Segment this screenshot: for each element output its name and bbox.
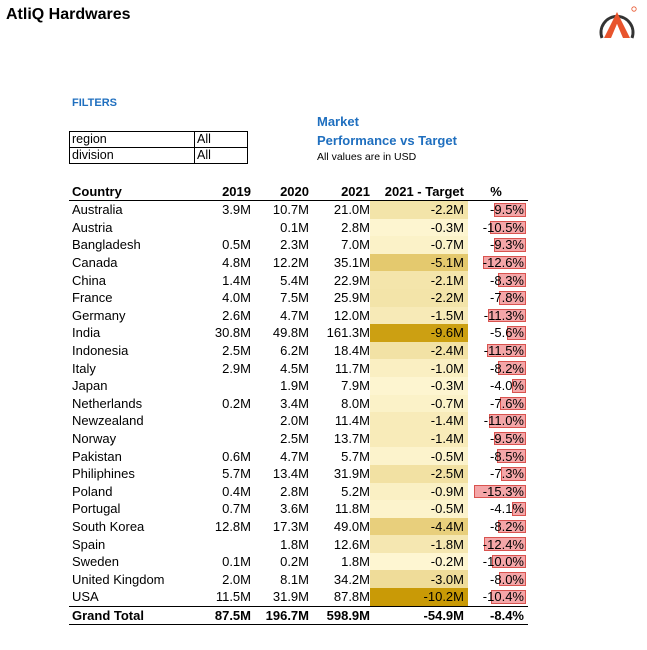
target-diff-cell: -2.5M — [370, 465, 468, 483]
value-2020-cell: 8.1M — [280, 571, 309, 587]
table-row — [69, 412, 528, 430]
value-2019-cell: 11.5M — [215, 589, 251, 605]
value-2021-cell: 13.7M — [333, 431, 370, 447]
col-header-target-diff[interactable]: 2021 - Target — [370, 184, 468, 201]
table-row — [69, 430, 528, 448]
target-diff-cell: -2.1M — [370, 271, 468, 289]
atliq-logo-icon — [594, 4, 640, 42]
value-2021-cell: 5.2M — [341, 483, 370, 499]
target-diff-cell: -0.9M — [370, 483, 468, 501]
value-2020-cell: 31.9M — [272, 589, 309, 605]
value-2021-cell: 25.9M — [333, 290, 370, 306]
country-cell: Pakistan — [72, 448, 122, 464]
value-2019-cell: 3.9M — [222, 202, 251, 218]
pct-cell — [468, 271, 528, 289]
value-2020-cell: 0.2M — [280, 554, 309, 570]
value-2021-cell: 5.7M — [341, 448, 370, 464]
target-diff-cell: -9.6M — [370, 324, 468, 342]
country-cell: USA — [72, 589, 99, 605]
value-2019-cell: 4.8M — [222, 255, 251, 271]
pct-cell — [468, 254, 528, 272]
filter-key: division — [70, 148, 195, 164]
col-header-pct[interactable]: % — [468, 184, 528, 201]
country-cell: Sweden — [72, 554, 119, 570]
value-2020-cell: 2.8M — [280, 483, 309, 499]
value-2021-cell: 12.6M — [333, 536, 370, 552]
target-diff-cell: -1.4M — [370, 430, 468, 448]
pct-cell — [468, 500, 528, 518]
target-diff-cell: -0.5M — [370, 447, 468, 465]
table-row — [69, 570, 528, 588]
total-target-diff: -54.9M — [370, 606, 468, 625]
value-2019-cell: 0.5M — [222, 237, 251, 253]
col-header-2019[interactable]: 2019 — [196, 184, 251, 201]
value-2020-cell: 7.5M — [280, 290, 309, 306]
pct-value: -4.1% — [490, 501, 524, 517]
table-row — [69, 483, 528, 501]
pct-cell — [468, 395, 528, 413]
value-2020-cell: 6.2M — [280, 343, 309, 359]
country-cell: Bangladesh — [72, 237, 141, 253]
value-2019-cell: 5.7M — [222, 466, 251, 482]
pct-value: -8.2% — [490, 518, 524, 534]
value-2020-cell: 12.2M — [272, 255, 309, 271]
report-heading-market: Market — [317, 114, 359, 129]
value-2021-cell: 12.0M — [333, 307, 370, 323]
filter-key: region — [70, 132, 195, 148]
value-2019-cell: 0.6M — [222, 448, 251, 464]
value-2021-cell: 1.8M — [341, 554, 370, 570]
value-2020-cell: 0.1M — [280, 219, 309, 235]
value-2021-cell: 7.0M — [341, 237, 370, 253]
value-2019-cell: 0.1M — [222, 554, 251, 570]
country-cell: South Korea — [72, 518, 145, 534]
pct-cell — [468, 465, 528, 483]
target-diff-cell: -1.0M — [370, 359, 468, 377]
pct-cell — [468, 307, 528, 325]
pct-cell — [468, 236, 528, 254]
country-cell: Japan — [72, 378, 108, 394]
filters-label: FILTERS — [72, 97, 118, 109]
country-cell: India — [72, 325, 101, 341]
value-2019-cell: 2.0M — [222, 571, 251, 587]
value-2019-cell: 0.4M — [222, 483, 251, 499]
target-diff-cell: -1.5M — [370, 307, 468, 325]
pct-cell — [468, 342, 528, 360]
grand-total-row — [69, 606, 528, 625]
value-2019-cell: 2.6M — [222, 307, 251, 323]
value-2020-cell: 4.7M — [280, 307, 309, 323]
country-cell: Italy — [72, 360, 96, 376]
pct-cell — [468, 412, 528, 430]
table-row — [69, 447, 528, 465]
country-cell: Spain — [72, 536, 106, 552]
value-2019-cell: 0.2M — [222, 395, 251, 411]
value-2021-cell: 35.1M — [333, 255, 370, 271]
value-2020-cell: 2.0M — [280, 413, 309, 429]
pct-cell — [468, 289, 528, 307]
target-diff-cell: -0.7M — [370, 236, 468, 254]
value-2021-cell: 87.8M — [333, 589, 370, 605]
pct-cell — [468, 430, 528, 448]
table-row — [69, 518, 528, 536]
table-row — [69, 289, 528, 307]
col-header-2020[interactable]: 2020 — [251, 184, 309, 201]
country-cell: Netherlands — [72, 395, 143, 411]
pct-value: -7.8% — [490, 290, 524, 306]
country-cell: Portugal — [72, 501, 121, 517]
value-2020-cell: 17.3M — [272, 518, 309, 534]
pct-value: -15.3% — [482, 483, 524, 499]
value-2019-cell: 2.9M — [222, 360, 251, 376]
table-row — [69, 342, 528, 360]
value-2021-cell: 11.7M — [334, 360, 370, 376]
value-2021-cell: 31.9M — [333, 466, 370, 482]
country-cell: Indonesia — [72, 343, 129, 359]
table-row — [69, 254, 528, 272]
country-cell: Germany — [72, 307, 126, 323]
value-2020-cell: 4.7M — [280, 448, 309, 464]
pct-cell — [468, 518, 528, 536]
total-2021: 598.9M — [309, 606, 370, 625]
pct-cell — [468, 535, 528, 553]
target-diff-cell: -0.2M — [370, 553, 468, 571]
country-cell: Newzealand — [72, 413, 144, 429]
pct-value: -10.5% — [482, 219, 524, 235]
value-2020-cell: 3.4M — [280, 395, 309, 411]
table-row — [69, 359, 528, 377]
pct-value: -8.0% — [490, 571, 524, 587]
pct-cell — [468, 483, 528, 501]
performance-table — [69, 184, 528, 625]
value-2019-cell: 30.8M — [214, 325, 251, 341]
pct-value: -7.3% — [490, 466, 524, 482]
value-2020-cell: 3.6M — [280, 501, 309, 517]
value-2021-cell: 22.9M — [333, 272, 370, 288]
filters-table — [69, 131, 248, 164]
report-note: All values are in USD — [317, 151, 417, 163]
value-2019-cell — [196, 430, 251, 448]
target-diff-cell: -1.4M — [370, 412, 468, 430]
table-row — [69, 500, 528, 518]
pct-value: -12.6% — [482, 255, 524, 271]
filter-row-region[interactable] — [70, 132, 248, 148]
value-2019-cell: 0.7M — [222, 501, 251, 517]
table-row — [69, 588, 528, 606]
table-row — [69, 236, 528, 254]
pct-value: -7.6% — [490, 395, 524, 411]
value-2021-cell: 161.3M — [326, 325, 370, 341]
country-cell: United Kingdom — [72, 571, 165, 587]
value-2020-cell: 2.5M — [280, 431, 309, 447]
value-2021-cell: 49.0M — [333, 518, 370, 534]
value-2019-cell: 4.0M — [222, 290, 251, 306]
pct-value: -4.0% — [490, 378, 524, 394]
table-row — [69, 465, 528, 483]
table-row — [69, 219, 528, 237]
pct-cell — [468, 377, 528, 395]
value-2021-cell: 8.0M — [341, 395, 370, 411]
pct-cell — [468, 570, 528, 588]
target-diff-cell: -5.1M — [370, 254, 468, 272]
filter-row-division[interactable] — [70, 148, 248, 164]
target-diff-cell: -0.3M — [370, 377, 468, 395]
country-cell: Poland — [72, 483, 113, 499]
pct-value: -9.5% — [490, 202, 524, 218]
value-2020-cell: 4.5M — [280, 360, 309, 376]
col-header-2021[interactable]: 2021 — [309, 184, 370, 201]
value-2019-cell — [196, 535, 251, 553]
country-cell: China — [72, 272, 106, 288]
target-diff-cell: -2.4M — [370, 342, 468, 360]
report-heading-performance: Performance vs Target — [317, 133, 457, 148]
pct-value: -11.3% — [483, 307, 524, 323]
value-2019-cell — [196, 377, 251, 395]
pct-value: -9.5% — [490, 431, 524, 447]
total-pct: -8.4% — [468, 606, 528, 625]
target-diff-cell: -4.4M — [370, 518, 468, 536]
value-2019-cell: 12.8M — [214, 518, 251, 534]
target-diff-cell: -2.2M — [370, 289, 468, 307]
target-diff-cell: -1.8M — [370, 535, 468, 553]
target-diff-cell: -0.7M — [370, 395, 468, 413]
pct-cell — [468, 201, 528, 219]
value-2021-cell: 11.4M — [334, 413, 370, 429]
pct-value: -10.4% — [482, 589, 524, 605]
target-diff-cell: -10.2M — [370, 588, 468, 606]
country-cell: Norway — [72, 431, 117, 447]
pct-value: -11.0% — [483, 413, 524, 429]
value-2019-cell — [196, 412, 251, 430]
value-2020-cell: 10.7M — [272, 202, 309, 218]
value-2021-cell: 7.9M — [341, 378, 370, 394]
country-cell: Philiphines — [72, 466, 135, 482]
country-cell: Canada — [72, 255, 118, 271]
pct-value: -9.3% — [490, 237, 524, 253]
total-label: Grand Total — [69, 606, 196, 625]
value-2021-cell: 18.4M — [333, 343, 370, 359]
value-2021-cell: 21.0M — [333, 202, 370, 218]
table-header-row — [69, 184, 528, 201]
value-2019-cell: 2.5M — [222, 343, 251, 359]
table-row — [69, 201, 528, 219]
value-2021-cell: 11.8M — [334, 501, 370, 517]
pct-cell — [468, 359, 528, 377]
value-2020-cell: 5.4M — [280, 272, 309, 288]
table-row — [69, 535, 528, 553]
value-2021-cell: 2.8M — [341, 219, 370, 235]
filter-value-region[interactable]: All — [195, 132, 248, 148]
value-2020-cell: 2.3M — [280, 237, 309, 253]
value-2021-cell: 34.2M — [333, 571, 370, 587]
col-header-country[interactable]: Country — [69, 184, 196, 201]
table-row — [69, 324, 528, 342]
country-cell: Australia — [72, 202, 123, 218]
pct-value: -5.6% — [490, 325, 524, 341]
value-2019-cell: 1.4M — [222, 272, 251, 288]
pct-cell — [468, 324, 528, 342]
pct-value: -11.5% — [483, 343, 524, 359]
country-cell: Austria — [72, 219, 113, 235]
table-row — [69, 395, 528, 413]
value-2020-cell: 13.4M — [272, 466, 309, 482]
pct-value: -10.0% — [482, 554, 524, 570]
value-2020-cell: 49.8M — [272, 325, 309, 341]
total-2019: 87.5M — [196, 606, 251, 625]
company-title: AtliQ Hardwares — [6, 6, 131, 23]
value-2020-cell: 1.8M — [280, 536, 309, 552]
pct-cell — [468, 447, 528, 465]
value-2019-cell — [196, 219, 251, 237]
table-row — [69, 271, 528, 289]
value-2020-cell: 1.9M — [280, 378, 309, 394]
pct-value: -12.4% — [482, 536, 524, 552]
pct-cell — [468, 588, 528, 606]
total-2020: 196.7M — [251, 606, 309, 625]
pct-value: -8.5% — [490, 448, 524, 464]
pct-value: -8.2% — [490, 360, 524, 376]
country-cell: France — [72, 290, 113, 306]
pct-cell — [468, 219, 528, 237]
table-row — [69, 377, 528, 395]
table-row — [69, 307, 528, 325]
pct-cell — [468, 553, 528, 571]
target-diff-cell: -0.3M — [370, 219, 468, 237]
table-row — [69, 553, 528, 571]
target-diff-cell: -0.5M — [370, 500, 468, 518]
pct-value: -8.3% — [490, 272, 524, 288]
target-diff-cell: -3.0M — [370, 570, 468, 588]
filter-value-division[interactable]: All — [195, 148, 248, 164]
target-diff-cell: -2.2M — [370, 201, 468, 219]
